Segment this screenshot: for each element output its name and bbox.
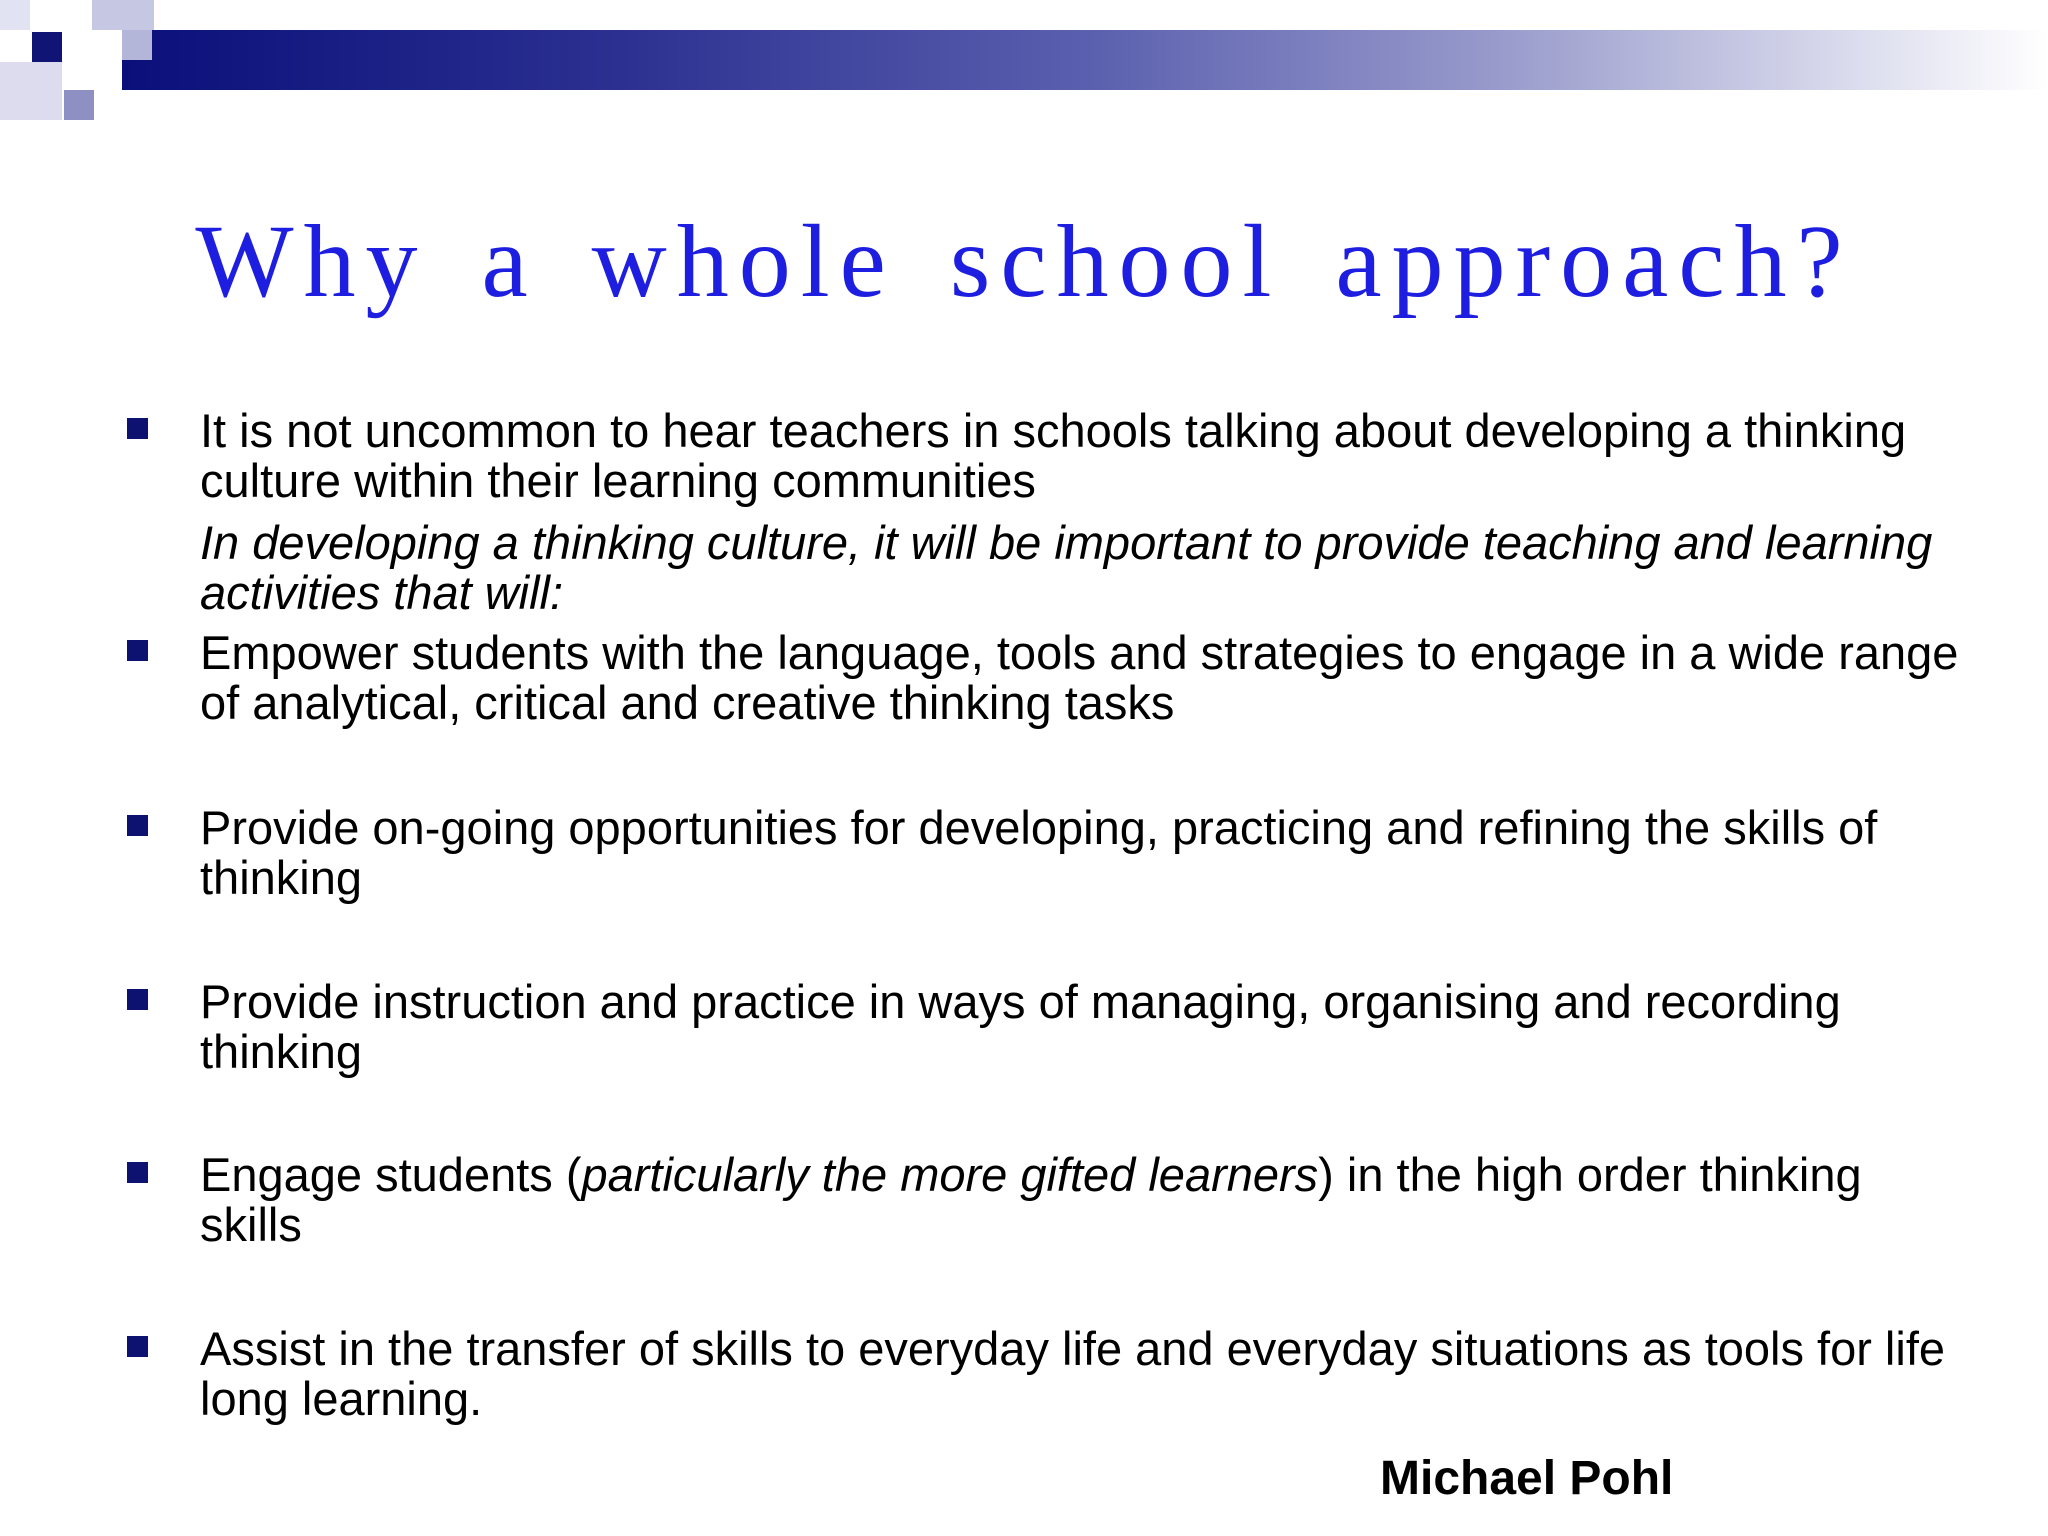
- header-square: [122, 30, 152, 60]
- bullet-item: Provide instruction and practice in ways of managing, organising and recording thinking: [200, 975, 1841, 1078]
- bullet-item: Empower students with the language, tools and strategies to engage in a wide range of analytical, critical and creative thinking tasks: [200, 626, 1959, 729]
- bullet-marker: [127, 1336, 148, 1357]
- header-gradient-bar: [122, 30, 2048, 90]
- intro-text: In developing a thinking culture, it will be important to provide teaching and learning activities that will:: [200, 516, 1933, 619]
- bullet-marker: [127, 815, 148, 836]
- header-square: [0, 62, 62, 120]
- bullet-marker: [127, 640, 148, 661]
- header-square: [0, 0, 30, 30]
- bullet-item-text: Engage students (: [200, 1148, 582, 1201]
- slide-title: Why a whole school approach?: [195, 204, 1853, 319]
- header-square: [32, 32, 62, 62]
- author-name: Michael Pohl: [1380, 1452, 1674, 1505]
- header-square: [92, 0, 154, 30]
- bullet-marker: [127, 1162, 148, 1183]
- header-square: [64, 0, 94, 60]
- bullet-item: Provide on-going opportunities for developing, practicing and refining the skills of thinking: [200, 801, 1878, 904]
- bullet-marker: [127, 418, 148, 439]
- bullet-item: Assist in the transfer of skills to everyday life and everyday situations as tools for life long learning.: [200, 1322, 1946, 1425]
- header-square: [64, 90, 94, 120]
- bullet-item-emphasis: particularly the more gifted learners: [581, 1148, 1319, 1201]
- bullet-item: [200, 1150, 1960, 1250]
- bullet-marker: [127, 989, 148, 1010]
- bullet-item: It is not uncommon to hear teachers in schools talking about developing a thinking culture within their learning communities: [200, 404, 1907, 507]
- bullet-item-text: ) in the high order thinking skills: [200, 1148, 1862, 1251]
